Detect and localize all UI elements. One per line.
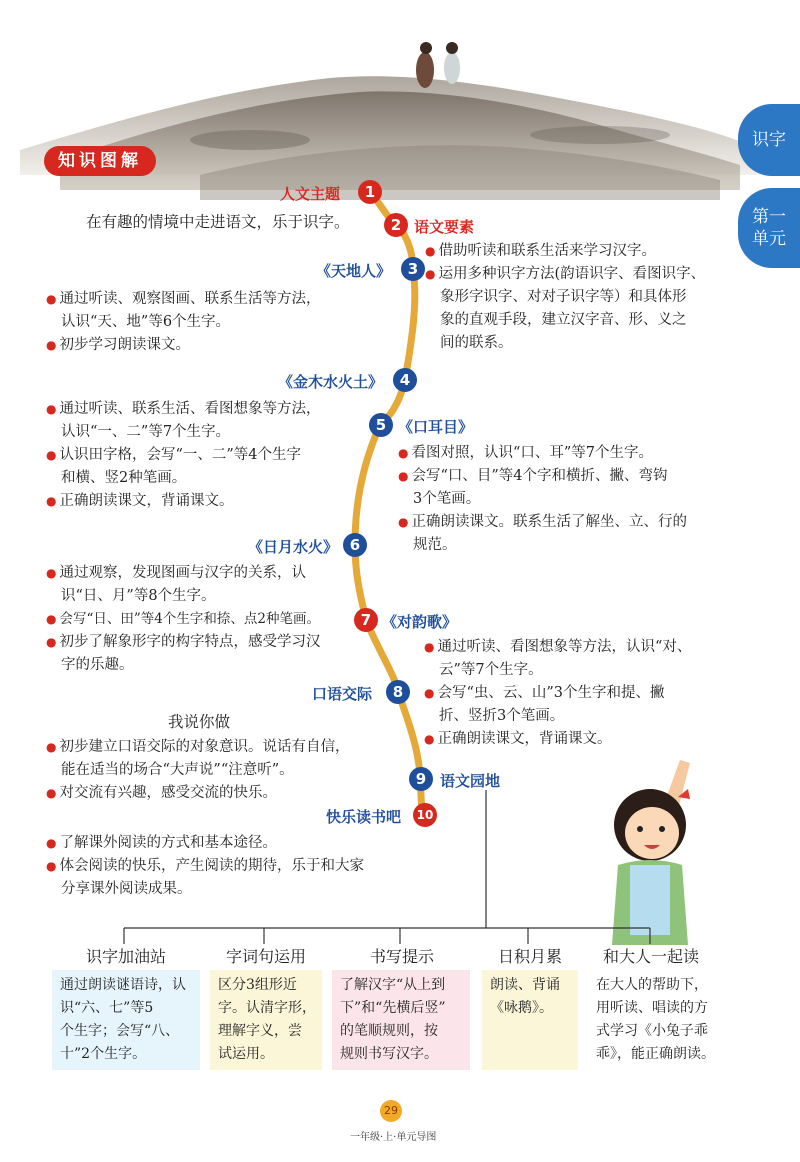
list-item-cont: 能在适当的场合“大声说”“注意听”。 — [61, 762, 294, 778]
label-riyueshuihuo: 《日月水火》 — [248, 538, 339, 556]
list-item: ● 了解课外阅读的方式和基本途径。 — [46, 835, 277, 851]
label-duiyunge: 《对韵歌》 — [382, 613, 458, 631]
node-3[interactable]: 3 — [401, 257, 425, 281]
list-item-cont: 象的直观手段，建立汉字音、形、义之 — [440, 312, 687, 328]
tab-literacy-label: 识字 — [752, 130, 786, 150]
list-item: ● 初步学习朗读课文。 — [46, 337, 190, 353]
list-item-cont: 3个笔画。 — [413, 491, 481, 507]
node-7[interactable]: 7 — [354, 608, 378, 632]
label-humanities-theme: 人文主题 — [280, 185, 341, 203]
box-title-read-with-adults: 和大人一起读 — [602, 947, 699, 966]
list-item-cont: 和横、竖2种笔画。 — [61, 470, 187, 486]
oral-subtitle: 我说你做 — [168, 713, 231, 731]
label-language-elements: 语文要素 — [414, 218, 475, 236]
box-word-use: 区分3组形近 字。认清字形， 理解字义，尝 试运用。 — [210, 970, 322, 1070]
page-number: 29 — [380, 1100, 402, 1122]
list-item-cont: 识“日、月”等8个生字。 — [61, 588, 216, 604]
node-8[interactable]: 8 — [386, 680, 410, 704]
label-jinmushuihuotu: 《金木水火土》 — [278, 373, 384, 391]
list-item: ● 通过听读、看图想象等方法，认识“对、 — [424, 639, 692, 655]
list-item-cont: 规范。 — [413, 537, 457, 553]
node-1[interactable]: 1 — [358, 180, 382, 204]
list-item: ● 体会阅读的快乐，产生阅读的期待，乐于和大家 — [46, 858, 364, 874]
list-item-cont: 分享课外阅读成果。 — [61, 881, 192, 897]
label-happy-reading: 快乐读书吧 — [326, 808, 402, 826]
list-item: ● 通过听读、联系生活、看图想象等方法， — [46, 401, 321, 417]
list-item: ● 初步了解象形字的构字特点，感受学习汉 — [46, 634, 321, 650]
list-item: ● 认识田字格，会写“一、二”等4个生字 — [46, 447, 302, 463]
list-item: ● 运用多种识字方法(韵语识字、看图识字、 — [425, 266, 706, 282]
box-daily-accumulation: 朗读、背诵 《咏鹅》。 — [482, 970, 578, 1070]
theme-intro: 在有趣的情境中走进语文，乐于识字。 — [86, 213, 350, 231]
box-title-daily-accumulation: 日积月累 — [497, 947, 562, 966]
node-4[interactable]: 4 — [393, 368, 417, 392]
node-10[interactable]: 10 — [413, 803, 437, 827]
tab-unit-line2: 单元 — [752, 229, 786, 249]
list-item: ● 借助听读和联系生活来学习汉字。 — [425, 243, 656, 259]
list-item: ● 初步建立口语交际的对象意识。说话有自信， — [46, 739, 350, 755]
label-language-garden: 语文园地 — [440, 772, 501, 790]
box-read-with-adults: 在大人的帮助下， 用听读、唱读的方 式学习《小兔子乖 乖》，能正确朗读。 — [588, 970, 734, 1070]
list-item-cont: 云”等7个生字。 — [439, 662, 543, 678]
list-item: ● 正确朗读课文，背诵课文。 — [424, 731, 612, 747]
label-tiandiren: 《天地人》 — [316, 262, 392, 280]
box-title-word-use: 字词句运用 — [225, 947, 306, 966]
list-item-cont: 折、竖折3个笔画。 — [439, 708, 565, 724]
node-2[interactable]: 2 — [384, 213, 408, 237]
list-item-cont: 象形字识字、对对子识字等）和具体形 — [440, 289, 687, 305]
label-oral-communication: 口语交际 — [312, 685, 373, 703]
list-item: ● 正确朗读课文，背诵课文。 — [46, 493, 234, 509]
list-item-cont: 间的联系。 — [440, 335, 513, 351]
box-writing-tips: 了解汉字“从上到 下”和“先横后竖” 的笔顺规则，按 规则书写汉字。 — [332, 970, 470, 1070]
box-title-literacy-station: 识字加油站 — [85, 947, 166, 966]
box-literacy-station: 通过朗读谜语诗，认 识“六、七”等5 个生字；会写“八、 十”2个生字。 — [52, 970, 200, 1070]
list-item-cont: 认识“一、二”等7个生字。 — [61, 424, 231, 440]
list-item: ● 会写“日、田”等4个生字和捺、点2种笔画。 — [46, 611, 320, 627]
box-title-writing-tips: 书写提示 — [369, 947, 434, 966]
section-tag: 知识图解 — [44, 146, 156, 176]
list-item-cont: 字的乐趣。 — [61, 657, 134, 673]
list-item: ● 对交流有兴趣，感受交流的快乐。 — [46, 785, 277, 801]
list-item: ● 会写“虫、云、山”3个生字和提、撇 — [424, 685, 665, 701]
list-item: ● 看图对照，认识“口、耳”等7个生字。 — [398, 445, 654, 461]
list-item: ● 正确朗读课文。联系生活了解坐、立、行的 — [398, 514, 687, 530]
footer-text: 一年级·上·单元导图 — [350, 1132, 437, 1143]
node-6[interactable]: 6 — [343, 533, 367, 557]
list-item-cont: 认识“天、地”等6个生字。 — [61, 314, 231, 330]
node-5[interactable]: 5 — [369, 413, 393, 437]
tab-unit-line1: 第一 — [752, 207, 786, 227]
list-item: ● 通过观察，发现图画与汉字的关系，认 — [46, 565, 306, 581]
label-kouermu: 《口耳目》 — [398, 418, 474, 436]
list-item: ● 通过听读、观察图画、联系生活等方法， — [46, 291, 321, 307]
node-9[interactable]: 9 — [409, 767, 433, 791]
list-item: ● 会写“口、目”等4个字和横折、撇、弯钩 — [398, 468, 668, 484]
